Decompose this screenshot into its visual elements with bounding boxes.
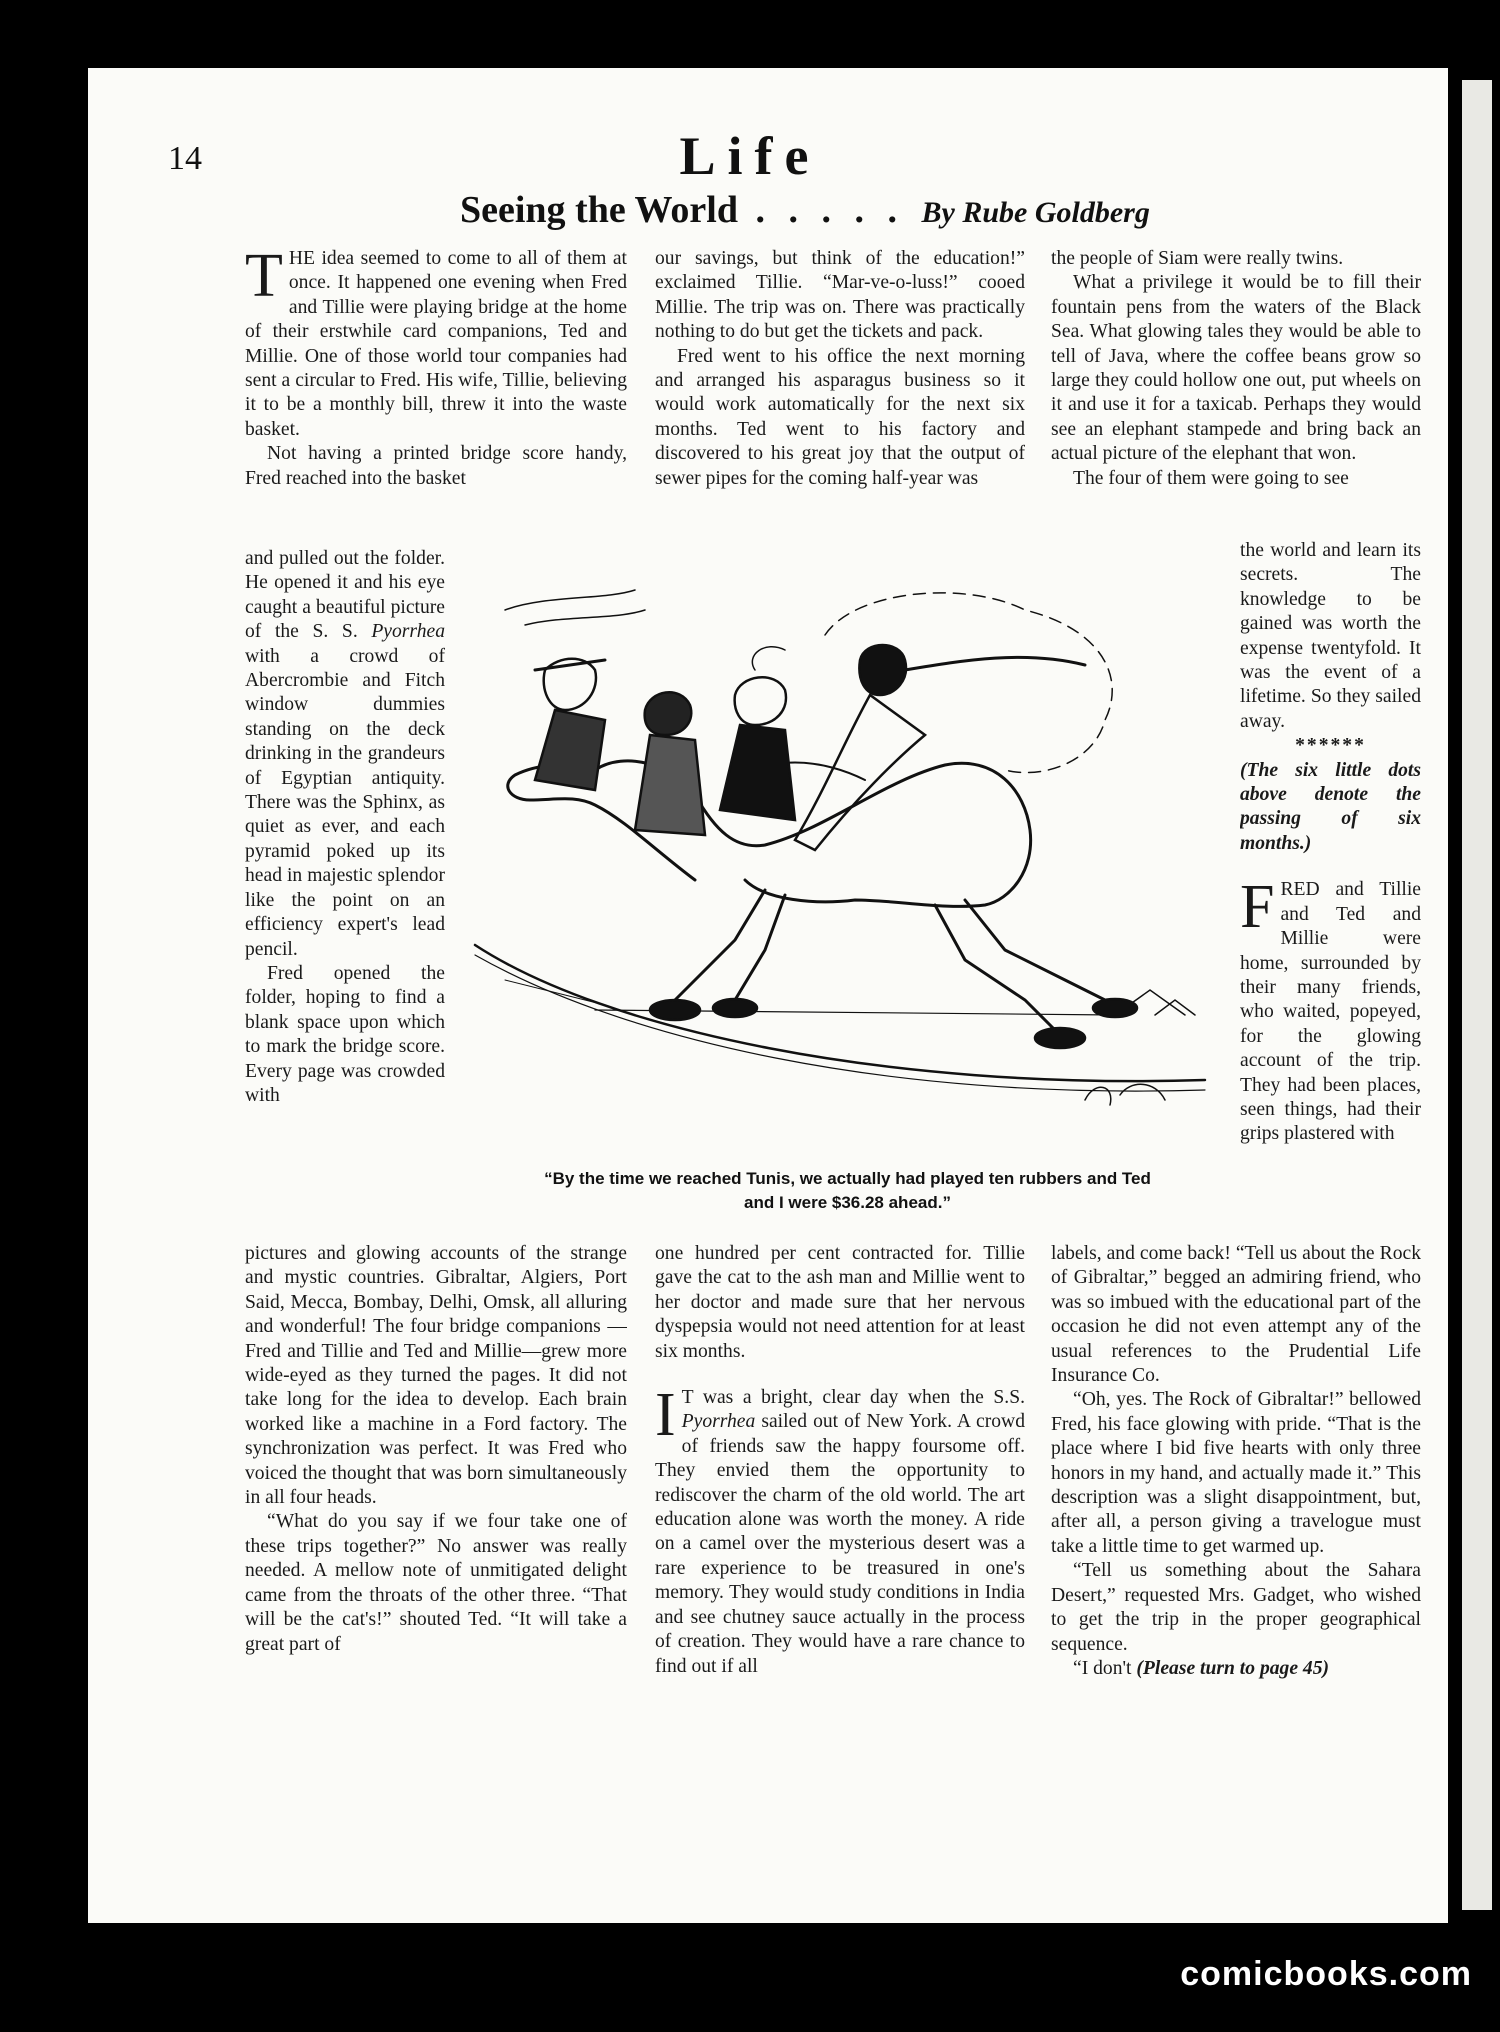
- article-title: Seeing the World: [460, 189, 738, 231]
- page-number: 14: [168, 140, 202, 177]
- paragraph-text: sailed out of New York. A crowd of friends saw the happy foursome off. They envied them the opportunity to rediscover the charm of the old world. The art education alone was worth the money. A ride on a camel over the mysterious desert was a rare experience to be treasured in one's memory. They would study conditions in India and see chutney sauce actually in the process of creation. They would have a rare chance to find out if all: [655, 1411, 1025, 1677]
- continuation-note: (Please turn to page 45): [1136, 1657, 1330, 1679]
- column-a-narrow: [245, 547, 445, 1242]
- paragraph: Fred went to his office the next morning and arranged his asparagus business so it would work automatically for the next six months. Ted went to his factory and discovered to his great joy that the output of sewer pipes for the coming half-year was: [655, 345, 1025, 489]
- paragraph: What a privilege it would be to fill their fountain pens from the waters of the Black Sea. What glowing tales they would be able to tell of Java, where the coffee beans grow so large they could hollow one out, put wheels on it and use it for a taxicab. Perhaps they would see an elephant stampede and bring back an actual picture of the elephant that won.: [1051, 272, 1421, 465]
- paragraph: the people of Siam were really twins.: [1051, 248, 1344, 269]
- caption-line: “By the time we reached Tunis, we actually had played ten rubbers and Ted: [544, 1169, 1151, 1188]
- column-a-bottom: [245, 1242, 627, 1762]
- article-byline: By Rube Goldberg: [921, 196, 1150, 229]
- paragraph: the world and learn its secrets. The knowledge to be gained was worth the expense twentyfold. It was the event of a lifetime. So they sailed away.: [1240, 540, 1421, 732]
- title-dots: . . . . .: [755, 189, 904, 231]
- column-b-top: [655, 247, 1025, 547]
- paragraph-text: RED and Tillie and Ted and Millie were home, surrounded by their many friends, who waited, popeyed, for the glowing account of the trip. They had been places, seen things, had their grips plastered with: [1240, 879, 1421, 1145]
- editor-note: (The six little dots above denote the passing of six months.): [1240, 759, 1421, 854]
- paragraph: [1240, 873, 1421, 1146]
- ship-name: Pyorrhea: [371, 621, 445, 643]
- watermark: comicbooks.com: [1180, 1955, 1472, 1993]
- paragraph: [245, 547, 445, 962]
- column-c-narrow: [1240, 539, 1421, 1242]
- paragraph: [245, 247, 627, 442]
- paragraph-text: T was a bright, clear day when the S.S.: [681, 1387, 1025, 1409]
- magazine-title: Life: [679, 126, 821, 186]
- paragraph-text: HE idea seemed to come to all of them at once. It happened one evening when Fred and Tillie were playing bridge at the home of their erstwhile card companions, Ted and Millie. One of those world tour companies had sent a circular to Fred. His wife, Tillie, believing it to be a monthly bill, threw it into the waste basket.: [245, 248, 627, 440]
- paragraph: “Tell us something about the Sahara Desert,” requested Mrs. Gadget, who wished to get the trip in the proper geographical sequence.: [1051, 1560, 1421, 1655]
- ship-name: Pyorrhea: [681, 1411, 756, 1433]
- paragraph-text: with a crowd of Abercrombie and Fitch window dummies standing on the deck drinking in the grandeurs of Egyptian antiquity. There was the Sphinx, as quiet as ever, and each pyramid poked up its head in majestic splendor like the point on an efficiency expert's lead pencil.: [245, 645, 445, 960]
- paragraph: [655, 1381, 1025, 1679]
- paragraph-text: “I don't: [1073, 1657, 1137, 1679]
- column-c-top: [1051, 247, 1421, 539]
- drop-cap: F: [1240, 873, 1275, 942]
- paragraph: “Oh, yes. The Rock of Gibraltar!” bellowed Fred, his face glowing with pride. “That is the place where I bid five hearts with only three honors in my hand, and actually made it.” This description was a slight disappointment, but, after all, a person giving a travelogue must take a little time to get warmed up.: [1051, 1389, 1421, 1557]
- paragraph: labels, and come back! “Tell us about the Rock of Gibraltar,” begged an admiring friend, who was so imbued with the educational part of the occasion he did not even attempt any of the usual references to the Prudential Life Insurance Co.: [1051, 1243, 1421, 1387]
- drop-cap: T: [245, 247, 283, 310]
- paragraph: “What do you say if we four take one of these trips together?” No answer was really needed. A mellow note of unmitigated delight came from the throats of the other three. “That will be the cat's!” shouted Ted. “It will take a great part of: [245, 1511, 627, 1655]
- column-c-bottom: [1051, 1242, 1421, 1762]
- cartoon-illustration: [465, 560, 1230, 1160]
- paragraph: The four of them were going to see: [1073, 467, 1349, 489]
- drop-cap: I: [655, 1381, 676, 1450]
- next-page-edge: [1462, 80, 1492, 1910]
- illustration-caption: [470, 1167, 1225, 1215]
- paragraph: one hundred per cent contracted for. Tillie gave the cat to the ash man and Millie went to her doctor and made sure that her nervous dyspepsia would not need attention for at least six months.: [655, 1243, 1025, 1362]
- paragraph: Fred opened the folder, hoping to find a blank space upon which to mark the bridge score. Every page was crowded with: [245, 962, 445, 1106]
- paragraph: our savings, but think of the education!” exclaimed Tillie. “Mar-ve-o-luss!” cooed Millie. The trip was on. There was practically nothing to do but get the tickets and pack.: [655, 248, 1025, 343]
- paragraph: Not having a printed bridge score handy, Fred reached into the basket: [245, 443, 627, 489]
- column-b-bottom: [655, 1242, 1025, 1762]
- paragraph-text: and pulled out the folder. He opened it and his eye caught a beautiful picture of the S. S.: [245, 548, 445, 643]
- paragraph: pictures and glowing accounts of the strange and mystic countries. Gibraltar, Algiers, Port Said, Mecca, Bombay, Delhi, Omsk, all alluring and wonderful! The four bridge companions — Fred and Tillie and Ted and Millie—grew more wide-eyed as they turned the pages. It did not take long for the idea to develop. Each brain worked like a machine in a Ford factory. The synchronization was perfect. It was Fred who voiced the thought that was born simultaneously in all four heads.: [245, 1243, 627, 1509]
- paragraph: [1051, 1657, 1421, 1681]
- caption-line: and I were $36.28 ahead.”: [744, 1193, 951, 1212]
- section-separator: ******: [1295, 735, 1366, 757]
- column-a-top: [245, 247, 627, 547]
- article-headline: [460, 188, 1150, 232]
